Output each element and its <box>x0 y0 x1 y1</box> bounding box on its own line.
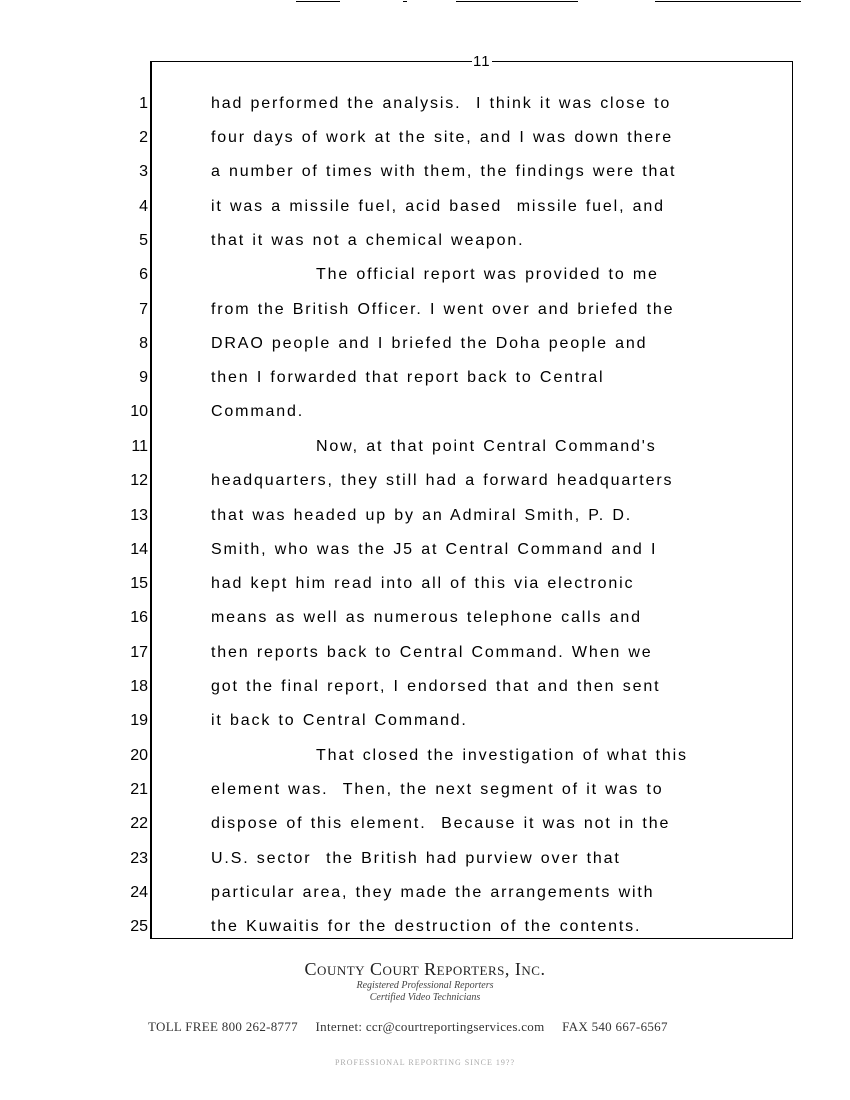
transcript-line <box>0 402 850 436</box>
transcript-line <box>0 94 850 128</box>
transcript-line <box>0 128 850 162</box>
line-text: then I forwarded that report back to Central <box>211 369 605 386</box>
scan-mark <box>456 1 578 2</box>
line-number: 12 <box>130 472 148 489</box>
line-number: 5 <box>139 232 148 249</box>
line-text: that it was not a chemical weapon. <box>211 232 525 249</box>
transcript-line <box>0 746 850 780</box>
line-text: got the final report, I endorsed that and then sent <box>211 678 661 695</box>
transcript-line <box>0 265 850 299</box>
tagline-registered: Registered Professional Reporters <box>356 980 494 991</box>
transcript-line <box>0 643 850 677</box>
transcript-line <box>0 883 850 917</box>
line-number: 3 <box>139 163 148 180</box>
transcript-line <box>0 780 850 814</box>
transcript-line <box>0 368 850 402</box>
since-tagline: PROFESSIONAL REPORTING SINCE 19?? <box>334 1058 515 1067</box>
line-number: 9 <box>139 369 148 386</box>
line-text: Command. <box>211 403 305 420</box>
line-number: 19 <box>130 712 148 729</box>
line-number: 13 <box>130 507 148 524</box>
line-number: 1 <box>139 95 148 112</box>
line-text: That closed the investigation of what this <box>316 747 688 764</box>
line-text: from the British Officer. I went over and briefed the <box>211 301 675 318</box>
transcript-line <box>0 334 850 368</box>
line-text: element was. Then, the next segment of it was to <box>211 781 664 798</box>
transcript-line <box>0 917 850 951</box>
line-number: 6 <box>139 266 148 283</box>
transcript-line <box>0 814 850 848</box>
line-text: four days of work at the site, and I was down there <box>211 129 673 146</box>
company-name: County Court Reporters, Inc. <box>304 959 546 979</box>
fax-number: FAX 540 667-6567 <box>562 1019 668 1034</box>
line-number: 10 <box>130 403 148 420</box>
internet-email: Internet: ccr@courtreportingservices.com <box>315 1019 545 1034</box>
transcript-line <box>0 471 850 505</box>
transcript-line <box>0 608 850 642</box>
transcript-line <box>0 574 850 608</box>
line-number: 16 <box>130 609 148 626</box>
line-text: The official report was provided to me <box>316 266 659 283</box>
line-number: 4 <box>139 198 148 215</box>
line-number: 2 <box>139 129 148 146</box>
line-text: then reports back to Central Command. When we <box>211 644 653 661</box>
line-number: 17 <box>130 644 148 661</box>
page-number: 11 <box>473 53 491 70</box>
tagline-video: Certified Video Technicians <box>369 992 481 1003</box>
scan-top-marks <box>0 0 850 6</box>
transcript-line <box>0 677 850 711</box>
line-text: means as well as numerous telephone calls and <box>211 609 642 626</box>
contact-line <box>148 1019 682 1035</box>
line-number: 24 <box>130 884 148 901</box>
line-text: particular area, they made the arrangements with <box>211 884 655 901</box>
line-text: it back to Central Command. <box>211 712 468 729</box>
transcript-line <box>0 231 850 265</box>
scan-mark <box>296 1 340 2</box>
transcript-line <box>0 540 850 574</box>
line-number: 8 <box>139 335 148 352</box>
line-number: 23 <box>130 850 148 867</box>
line-text: had performed the analysis. I think it was close to <box>211 95 672 112</box>
line-text: the Kuwaitis for the destruction of the contents. <box>211 918 642 935</box>
toll-free-number: TOLL FREE 800 262-8777 <box>148 1019 298 1034</box>
line-number: 14 <box>130 541 148 558</box>
line-number: 11 <box>131 438 148 455</box>
transcript-line <box>0 162 850 196</box>
line-text: Smith, who was the J5 at Central Command and I <box>211 541 658 558</box>
scan-mark <box>403 1 407 2</box>
line-number: 21 <box>130 781 148 798</box>
line-number: 22 <box>130 815 148 832</box>
transcript-line <box>0 506 850 540</box>
line-text: dispose of this element. Because it was not in the <box>211 815 671 832</box>
scan-mark <box>655 1 801 2</box>
line-text: DRAO people and I briefed the Doha people and <box>211 335 648 352</box>
line-text: U.S. sector the British had purview over that <box>211 850 621 867</box>
line-text: Now, at that point Central Command's <box>316 438 657 455</box>
transcript-line <box>0 437 850 471</box>
line-text: that was headed up by an Admiral Smith, P. D. <box>211 507 633 524</box>
line-text: it was a missile fuel, acid based missile fuel, and <box>211 198 665 215</box>
line-number: 15 <box>130 575 148 592</box>
line-number: 7 <box>139 301 148 318</box>
transcript-line <box>0 197 850 231</box>
line-number: 25 <box>130 918 148 935</box>
line-number: 20 <box>130 747 148 764</box>
reporter-footer <box>0 958 850 1067</box>
line-text: headquarters, they still had a forward headquarters <box>211 472 674 489</box>
transcript-line <box>0 849 850 883</box>
line-text: a number of times with them, the findings were that <box>211 163 677 180</box>
transcript-line <box>0 711 850 745</box>
transcript-line <box>0 300 850 334</box>
line-number: 18 <box>130 678 148 695</box>
line-text: had kept him read into all of this via electronic <box>211 575 635 592</box>
